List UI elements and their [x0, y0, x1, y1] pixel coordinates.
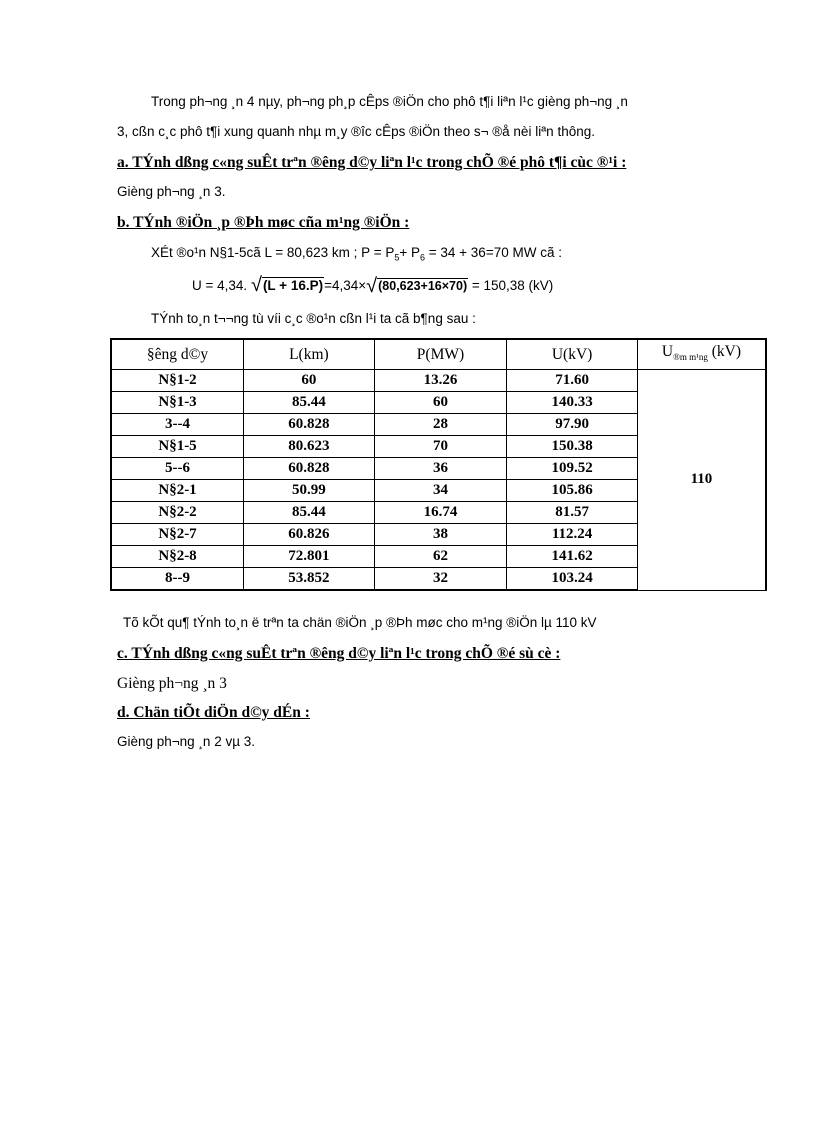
- header-line: §êng d©y: [111, 339, 244, 370]
- cell-voltage: 71.60: [507, 370, 638, 392]
- formula-result: = 150,38 (kV): [468, 278, 554, 293]
- sqrt-expression-1: [250, 274, 324, 296]
- rated-main: U: [661, 342, 674, 360]
- sqrt-sign: √: [250, 274, 262, 296]
- cell-voltage: 150.38: [507, 436, 638, 458]
- rated-sub: ®m m¹ng: [673, 352, 708, 363]
- cell-length: 53.852: [244, 568, 375, 591]
- cell-line: N§2-8: [111, 546, 244, 568]
- cell-voltage: 81.57: [507, 502, 638, 524]
- segment-description: [151, 245, 562, 263]
- voltage-formula: [192, 274, 554, 297]
- cell-length: 80.623: [244, 436, 375, 458]
- cell-line: 3--4: [111, 414, 244, 436]
- cell-power: 60: [374, 392, 507, 414]
- cell-voltage: 105.86: [507, 480, 638, 502]
- cell-power: 62: [374, 546, 507, 568]
- section-d-body: Gièng ph¬ng ¸n 2 vµ 3.: [117, 734, 255, 749]
- cell-power: 16.74: [374, 502, 507, 524]
- segment-tail: = 34 + 36=70 MW cã :: [425, 245, 562, 260]
- cell-length: 60.826: [244, 524, 375, 546]
- cell-length: 85.44: [244, 392, 375, 414]
- cell-length: 60.828: [244, 414, 375, 436]
- cell-line: N§1-5: [111, 436, 244, 458]
- paragraph-line-2: 3, cßn c¸c phô t¶i xung quanh nhµ m¸y ®îc cÊps ®iÖn theo s¬ ®å nèi liªn thông.: [117, 124, 595, 139]
- header-voltage: U(kV): [507, 339, 638, 370]
- cell-line: N§2-7: [111, 524, 244, 546]
- sqrt-expression-2: [366, 275, 468, 297]
- formula-prefix: U = 4,34.: [192, 278, 248, 293]
- table-header-row: [111, 339, 766, 370]
- cell-power: 28: [374, 414, 507, 436]
- cell-voltage: 112.24: [507, 524, 638, 546]
- cell-line: N§2-2: [111, 502, 244, 524]
- cell-voltage: 103.24: [507, 568, 638, 591]
- segment-text: XÉt ®o¹n N§1-5cã L = 80,623 km ; P = P: [151, 245, 395, 260]
- section-c-body: Gièng ph¬ng ¸n 3: [117, 675, 227, 692]
- section-d-heading: d. Chän tiÕt diÖn d©y dÉn :: [117, 704, 310, 721]
- section-a-body: Gièng ph¬ng ¸n 3.: [117, 184, 226, 199]
- cell-line: N§1-3: [111, 392, 244, 414]
- voltage-table: [110, 338, 767, 591]
- cell-power: 32: [374, 568, 507, 591]
- calc-description: TÝnh to¸n t¬¬ng tù víi c¸c ®o¹n cßn l¹i ta cã b¶ng sau :: [151, 311, 476, 326]
- cell-voltage: 140.33: [507, 392, 638, 414]
- header-length: L(km): [244, 339, 375, 370]
- p6-subscript: 6: [420, 252, 426, 263]
- formula-arg-2: (80,623+16×70): [378, 279, 468, 293]
- cell-line: 5--6: [111, 458, 244, 480]
- section-c-heading: c. TÝnh dßng c«ng suÊt trªn ®êng d©y liªn l¹c trong chÕ ®é sù cè :: [117, 645, 561, 662]
- cell-length: 60.828: [244, 458, 375, 480]
- cell-voltage: 109.52: [507, 458, 638, 480]
- cell-length: 50.99: [244, 480, 375, 502]
- cell-voltage: 141.62: [507, 546, 638, 568]
- cell-line: N§1-2: [111, 370, 244, 392]
- conclusion-text: Tõ kÕt qu¶ tÝnh to¸n ë trªn ta chän ®iÖn ¸p ®Þh møc cho m¹ng ®iÖn lµ 110 kV: [123, 615, 597, 630]
- table-row: [111, 370, 766, 392]
- cell-line: N§2-1: [111, 480, 244, 502]
- cell-length: 85.44: [244, 502, 375, 524]
- cell-power: 38: [374, 524, 507, 546]
- cell-line: 8--9: [111, 568, 244, 591]
- header-power: P(MW): [374, 339, 507, 370]
- formula-arg-1: (L + 16.P): [262, 278, 324, 293]
- cell-power: 70: [374, 436, 507, 458]
- cell-length: 60: [244, 370, 375, 392]
- formula-mid: =4,34×: [324, 278, 367, 293]
- cell-power: 36: [374, 458, 507, 480]
- section-b-heading: b. TÝnh ®iÖn ¸p ®Þh møc cña m¹ng ®iÖn :: [117, 214, 410, 231]
- section-a-heading: a. TÝnh dßng c«ng suÊt trªn ®êng d©y liªn l¹c trong chÕ ®é phô t¶i cùc ®¹i :: [117, 154, 627, 171]
- header-rated-voltage: [637, 339, 766, 370]
- plus-text: + P: [399, 245, 420, 260]
- sqrt-sign: √: [366, 275, 378, 297]
- cell-power: 34: [374, 480, 507, 502]
- cell-rated-voltage: 110: [637, 370, 766, 591]
- cell-voltage: 97.90: [507, 414, 638, 436]
- cell-length: 72.801: [244, 546, 375, 568]
- p5-subscript: 5: [394, 252, 400, 263]
- cell-power: 13.26: [374, 370, 507, 392]
- rated-unit: (kV): [707, 342, 742, 360]
- paragraph-line-1: Trong ph¬ng ¸n 4 nµy, ph¬ng ph¸p cÊps ®iÖn cho phô t¶i liªn l¹c gièng ph¬ng ¸n: [151, 94, 628, 109]
